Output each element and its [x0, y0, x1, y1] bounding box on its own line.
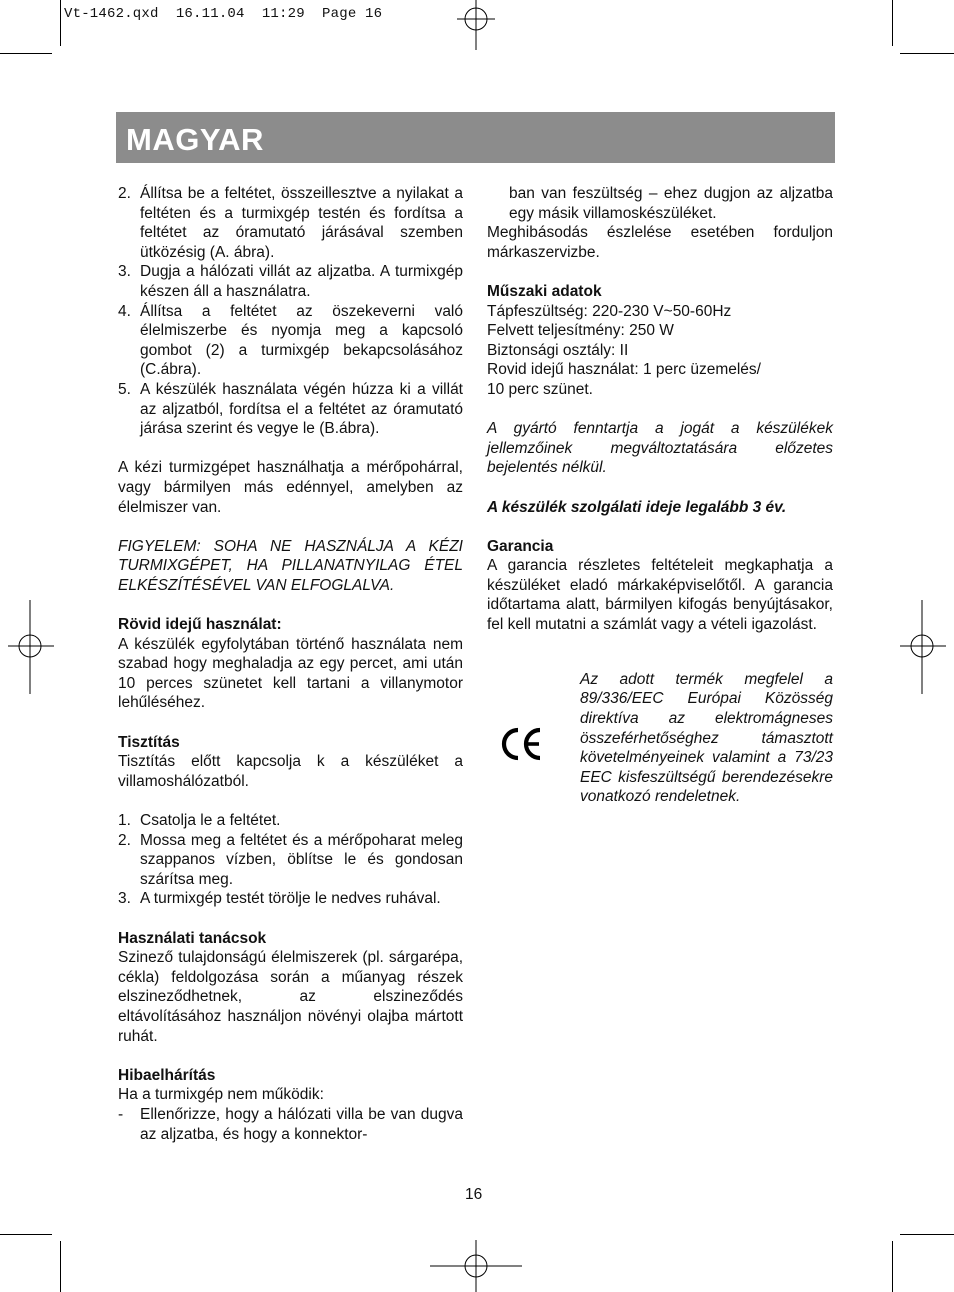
tips-heading: Használati tanácsok [118, 929, 267, 947]
crop-mark [892, 0, 893, 46]
troubleshooting-heading: Hibaelhárítás [118, 1066, 216, 1084]
language-banner [116, 112, 835, 163]
left-column [118, 184, 463, 1144]
troubleshooting-intro: Ha a turmixgép nem működik: [118, 1086, 324, 1104]
list-item: 2. Állítsa be a feltétet, összeillesztve a nyilakat a feltéten és a turmixgép testén és fordítsa a feltétet az óramutató járásával szemben ütközésig (A. ábra). [118, 185, 463, 261]
spec-line: Felvett teljesítmény: 250 W [487, 322, 674, 340]
ce-conformity-text: Az adott termék megfelel a 89/336/EEC Európai Közösség direktíva az elektromágneses összeférhetőséghez támasztott követelményeinek valamint a 73/23 EEC kisfeszültségű berendezésekre vonatkozó rendeletnek. [580, 670, 833, 806]
list-item: 3. Dugja a hálózati villát az aljzatba. A turmixgép készen áll a használatra. [118, 263, 463, 300]
short-use-paragraph: A készülék egyfolytában történő használata nem szabad hogy meghaladja az egy percet, ami után 10 perces szünetet kell tartani a villanymotor lehűléséhez. [118, 635, 463, 712]
manufacturer-note: A gyártó fenntartja a jogát a készülékek jellemzőinek megváltoztatására előzetes bejelentés nélkül. [487, 420, 833, 477]
ce-conformity-block [487, 670, 833, 807]
print-header: Vt-1462.qxd 16.11.04 11:29 Page 16 [64, 6, 383, 22]
fault-paragraph: Meghibásodás észlelése esetében forduljon márkaszervizbe. [487, 224, 833, 261]
ce-mark-icon [499, 724, 543, 764]
registration-mark-icon [457, 0, 495, 38]
mixer-usage-paragraph: A kézi turmizgépet használhatja a mérőpohárral, vagy bármilyen más edénnyel, amelyben az élelmiszer van. [118, 459, 463, 516]
spec-line: Rovid idejű használat: 1 perc üzemelés/ [487, 361, 761, 379]
registration-mark-icon [430, 1240, 468, 1278]
spec-line: 10 perc szünet. [487, 380, 593, 398]
service-life-note: A készülék szolgálati ideje legalább 3 év. [487, 498, 787, 516]
list-item: - Ellenőrizze, hogy a hálózati villa be van dugva az aljzatba, és hogy a konnektor- [118, 1105, 463, 1143]
banner-title: MAGYAR [126, 122, 264, 157]
crop-mark [900, 1234, 954, 1235]
spec-line: Tápfeszültség: 220-230 V~50-60Hz [487, 302, 732, 320]
list-item: 5. A készülék használata végén húzza ki a villát az aljzatból, fordítsa el a feltétet az óramutató járása szerint és vegye le (B.ábra). [118, 380, 463, 438]
registration-mark-icon [8, 600, 46, 638]
list-item: 1. Csatolja le a feltétet. [118, 812, 281, 829]
spec-line: Biztonsági osztály: II [487, 341, 629, 359]
tips-paragraph: Szinező tulajdonságú élelmiszerek (pl. sárgarépa, cékla) feldolgozása során a műanyag részek elszineződhetnek, az elszineződés eltávolításához használjon növényi olajba mártott ruhát. [118, 949, 463, 1045]
crop-mark [60, 0, 61, 46]
specs-heading: Műszaki adatok [487, 282, 602, 300]
warning-paragraph: FIGYELEM: SOHA NE HASZNÁLJA A KÉZI TURMIXGÉPET, HA PILLANATNYILAG ÉTEL ELKÉSZÍTÉSÉVEL VAN ELFOGLALVA. [118, 537, 463, 594]
short-use-heading: Rövid idejű használat: [118, 616, 282, 634]
cleaning-paragraph: Tisztítás előtt kapcsolja k a készüléket a villamoshálózatból. [118, 753, 463, 790]
cleaning-steps [118, 811, 463, 909]
registration-mark-icon [900, 600, 938, 638]
warranty-paragraph: A garancia részletes feltételeit megkaphatja a készüléket eladó márkaképviselőtől. A garancia időtartama alatt, bármilyen kifogás benyújtásakor, fel kell mutatni a számlát vagy a vételi igazolást. [487, 557, 833, 634]
crop-mark [0, 1234, 52, 1235]
crop-mark [892, 1241, 893, 1292]
warranty-heading: Garancia [487, 537, 554, 555]
cleaning-heading: Tisztítás [118, 733, 180, 751]
page-number: 16 [465, 1186, 483, 1203]
crop-mark [900, 53, 954, 54]
list-item: 2. Mossa meg a feltétet és a mérőpoharat meleg szappanos vízben, öblítse le és gondosan szárítsa meg. [118, 831, 463, 888]
troubleshooting-continued: ban van feszültség – ehez dugjon az aljzatba egy másik villamoskészüléket. [509, 185, 833, 222]
list-item: 3. A turmixgép testét törölje le nedves ruhával. [118, 890, 441, 908]
list-item: 4. Állítsa a feltétet az öszekeverni való élelmiszerbe és nyomja meg a kapcsoló gombot (2) a turmixgép bekapcsolásához (C.ábra). [118, 302, 463, 379]
assembly-steps [118, 184, 463, 439]
crop-mark [60, 1241, 61, 1292]
crop-mark [0, 53, 52, 54]
right-column [487, 184, 833, 822]
